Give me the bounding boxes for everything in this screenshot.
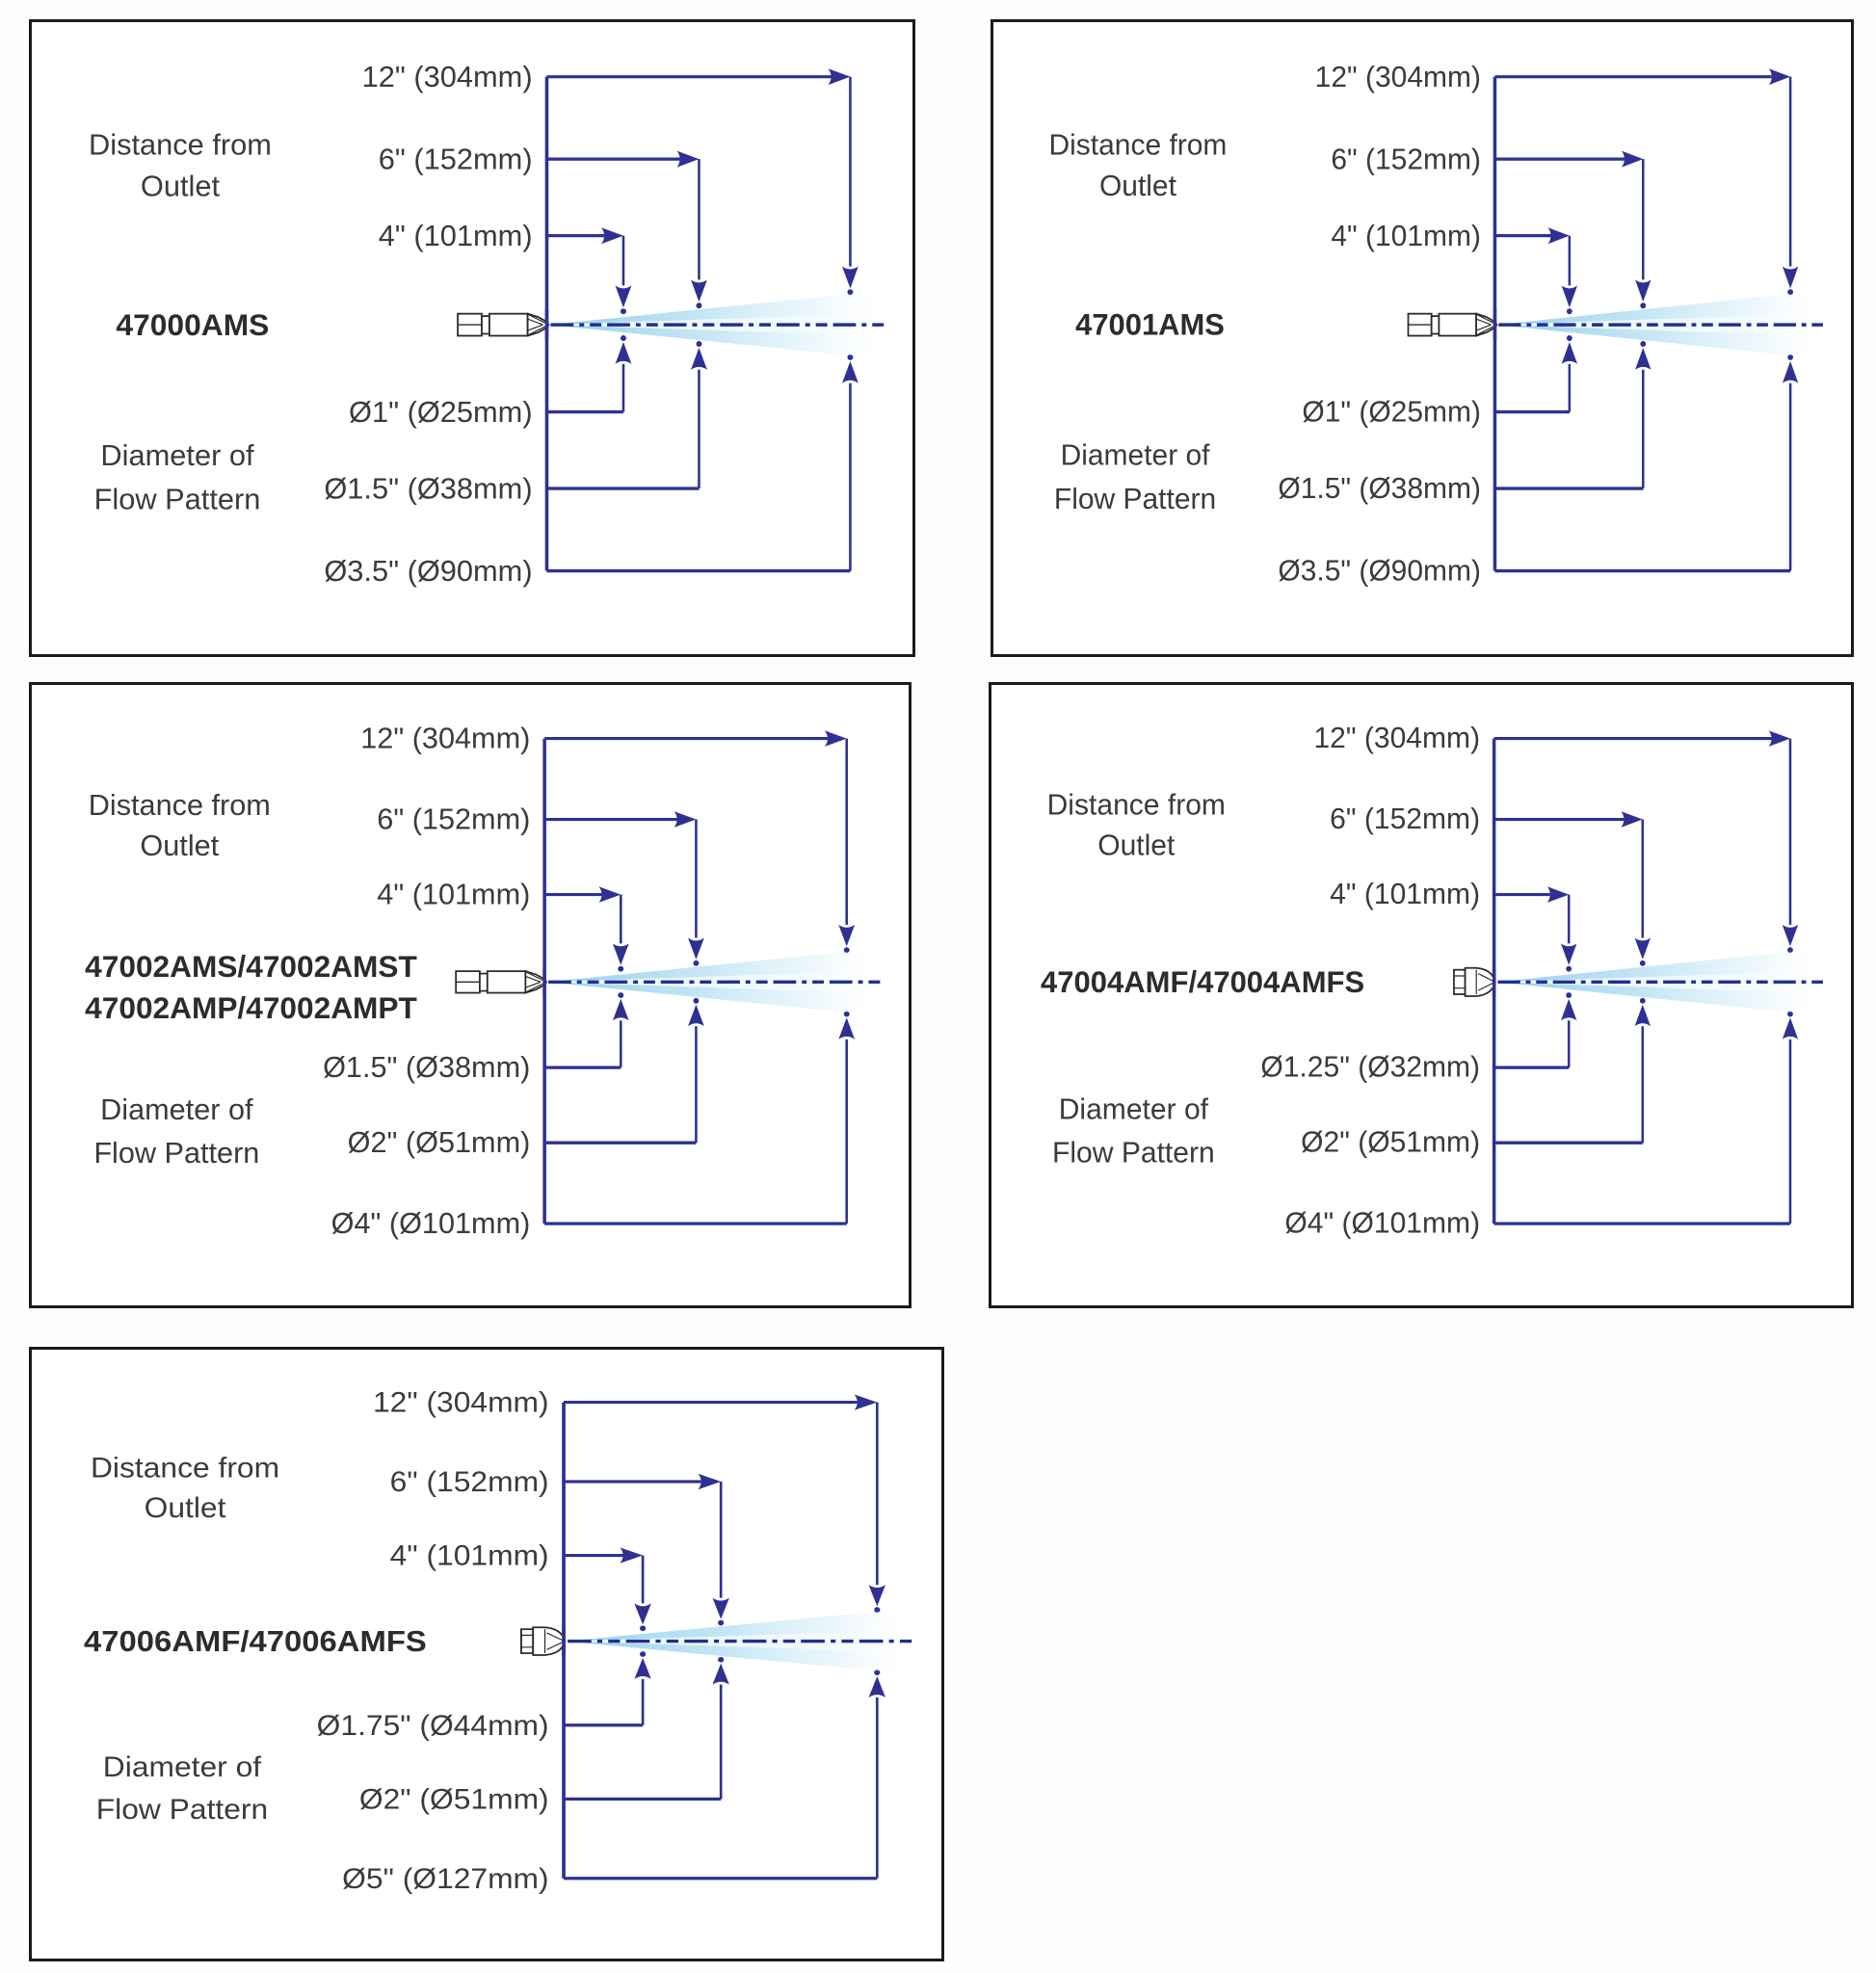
distance-label-6in: 6" (152mm) xyxy=(378,142,533,176)
distance-label-12in: 12" (304mm) xyxy=(1314,60,1481,93)
distance-heading-line2: Outlet xyxy=(140,169,221,203)
diameter-heading-line2: Flow Pattern xyxy=(95,1792,269,1826)
distance-heading-line1: Distance from xyxy=(90,1451,280,1485)
model-label: 47001AMS xyxy=(1075,307,1225,342)
nozzle-flow-panel xyxy=(29,682,912,1308)
distance-heading-line1: Distance from xyxy=(89,127,272,162)
distance-label-6in: 6" (152mm) xyxy=(389,1465,549,1498)
distance-label-6in: 6" (152mm) xyxy=(377,802,531,836)
distance-label-6in: 6" (152mm) xyxy=(1330,802,1481,836)
diameter-label-2: Ø2" (Ø51mm) xyxy=(347,1126,531,1160)
nozzle-icon xyxy=(1408,314,1496,336)
nozzle-flow-panel xyxy=(989,682,1854,1308)
diameter-label-3: Ø4" (Ø101mm) xyxy=(1284,1207,1481,1240)
nozzle-icon xyxy=(1454,968,1495,996)
distance-label-12in: 12" (304mm) xyxy=(361,60,533,94)
diameter-heading-line1: Diameter of xyxy=(1060,438,1210,472)
nozzle-flow-panel xyxy=(29,1347,944,1961)
diameter-label-1: Ø1" (Ø25mm) xyxy=(1302,395,1481,429)
flow-diagram-drawing xyxy=(521,1394,916,1878)
diameter-label-3: Ø5" (Ø127mm) xyxy=(342,1861,549,1895)
distance-heading-line1: Distance from xyxy=(1046,789,1226,822)
distance-label-4in: 4" (101mm) xyxy=(389,1539,549,1572)
diameter-heading-line2: Flow Pattern xyxy=(93,1137,260,1170)
diameter-label-1: Ø1.5" (Ø38mm) xyxy=(323,1051,531,1085)
distance-label-4in: 4" (101mm) xyxy=(1331,219,1481,252)
diameter-heading-line1: Diameter of xyxy=(100,437,254,472)
model-label-line2: 47002AMP/47002AMPT xyxy=(85,991,417,1026)
nozzle-flow-panel xyxy=(991,19,1854,657)
distance-label-12in: 12" (304mm) xyxy=(372,1385,549,1419)
diameter-label-2: Ø2" (Ø51mm) xyxy=(1301,1126,1481,1159)
diameter-label-2: Ø1.5" (Ø38mm) xyxy=(1278,471,1481,506)
model-label: 47000AMS xyxy=(116,307,270,343)
nozzle-flow-panel xyxy=(29,19,915,657)
distance-label-4in: 4" (101mm) xyxy=(377,878,531,911)
nozzle-icon xyxy=(458,314,548,336)
distance-heading-line2: Outlet xyxy=(144,1490,226,1524)
distance-heading-line2: Outlet xyxy=(140,829,220,862)
flow-diagram-drawing xyxy=(1454,730,1828,1223)
diameter-heading-line1: Diameter of xyxy=(100,1093,253,1126)
nozzle-icon xyxy=(456,971,546,992)
nozzle-icon xyxy=(521,1627,565,1655)
distance-heading-line2: Outlet xyxy=(1097,829,1176,862)
model-label-line1: 47002AMS/47002AMST xyxy=(85,950,417,985)
distance-label-4in: 4" (101mm) xyxy=(378,219,533,253)
diameter-label-2: Ø2" (Ø51mm) xyxy=(358,1782,549,1816)
model-label: 47004AMF/47004AMFS xyxy=(1041,964,1365,999)
model-label: 47006AMF/47006AMFS xyxy=(83,1624,427,1658)
diameter-label-3: Ø3.5" (Ø90mm) xyxy=(1278,554,1481,588)
diameter-label-1: Ø1.75" (Ø44mm) xyxy=(316,1708,549,1742)
distance-label-4in: 4" (101mm) xyxy=(1330,879,1481,911)
distance-label-12in: 12" (304mm) xyxy=(1313,723,1481,755)
distance-label-6in: 6" (152mm) xyxy=(1331,142,1481,176)
diameter-heading-line1: Diameter of xyxy=(1058,1093,1209,1126)
diameter-label-1: Ø1" (Ø25mm) xyxy=(349,395,533,430)
diameter-label-3: Ø3.5" (Ø90mm) xyxy=(324,554,533,589)
distance-label-12in: 12" (304mm) xyxy=(360,722,531,755)
diameter-label-2: Ø1.5" (Ø38mm) xyxy=(324,471,533,506)
diameter-heading-line2: Flow Pattern xyxy=(93,482,261,516)
distance-heading-line2: Outlet xyxy=(1098,169,1176,203)
diameter-heading-line1: Diameter of xyxy=(102,1749,262,1783)
diameter-label-3: Ø4" (Ø101mm) xyxy=(330,1207,531,1240)
distance-heading-line1: Distance from xyxy=(88,789,271,822)
diameter-heading-line2: Flow Pattern xyxy=(1053,482,1217,516)
diameter-heading-line2: Flow Pattern xyxy=(1052,1137,1215,1170)
distance-heading-line1: Distance from xyxy=(1048,127,1228,162)
diameter-label-1: Ø1.25" (Ø32mm) xyxy=(1260,1051,1481,1084)
